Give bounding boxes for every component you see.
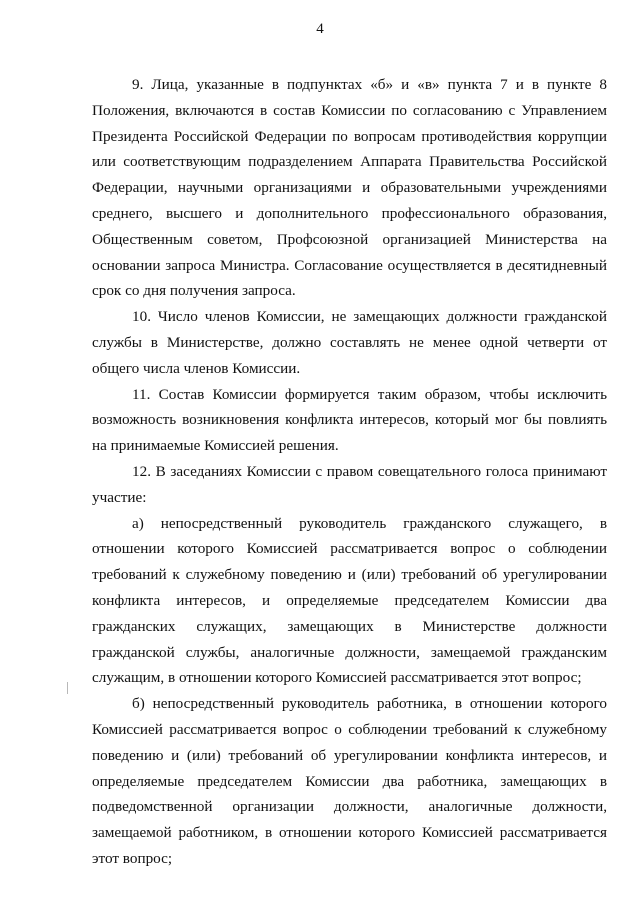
paragraph-9: 9. Лица, указанные в подпунктах «б» и «в» пункта 7 и в пункте 8 Положения, включаются в состав Комиссии по согласованию с Управлением Президента Российской Федерации по вопросам противодействия коррупции или соответствующим подразделением Аппарата Правительства Российской Федерации, научными организациями и образовательными учреждениями среднего, высшего и дополнительного профессионального образования, Общественным советом, Профсоюзной организацией Министерства на основании запроса Министра. Согласование осуществляется в десятидневный срок со дня получения запроса. <box>92 76 607 300</box>
scan-speck <box>67 682 68 694</box>
subparagraph-b: б) непосредственный руководитель работника, в отношении которого Комиссией рассматривается вопрос о соблюдении требований к служебному поведению и (или) требований об урегулировании конфликта интересов, и определяемые председателем Комиссии два работника, замещающих в подведомственной организации должности, аналогичные должности, замещаемой работником, в отношении которого Комиссией рассматривается этот вопрос; <box>92 695 607 867</box>
paragraph-11: 11. Состав Комиссии формируется таким образом, чтобы исключить возможность возникновения конфликта интересов, который мог бы повлиять на принимаемые Комиссией решения. <box>92 385 607 455</box>
paragraph-12: 12. В заседаниях Комиссии с правом совещательного голоса принимают участие: <box>92 462 607 506</box>
subparagraph-a: а) непосредственный руководитель гражданского служащего, в отношении которого Комиссией рассматривается вопрос о соблюдении требований к служебному поведению и (или) требований об урегулировании конфликта интересов, и определяемые председателем Комиссии два гражданских служащих, замещающих в Министерстве должности гражданской службы, аналогичные должности, замещаемой гражданским служащим, в отношении которого Комиссией рассматривается этот вопрос; <box>92 514 607 687</box>
document-body <box>92 72 607 872</box>
page-number: 4 <box>316 21 324 37</box>
paragraph-10: 10. Число членов Комиссии, не замещающих должности гражданской службы в Министерстве, должно составлять не менее одной четверти от общего числа членов Комиссии. <box>92 308 607 377</box>
